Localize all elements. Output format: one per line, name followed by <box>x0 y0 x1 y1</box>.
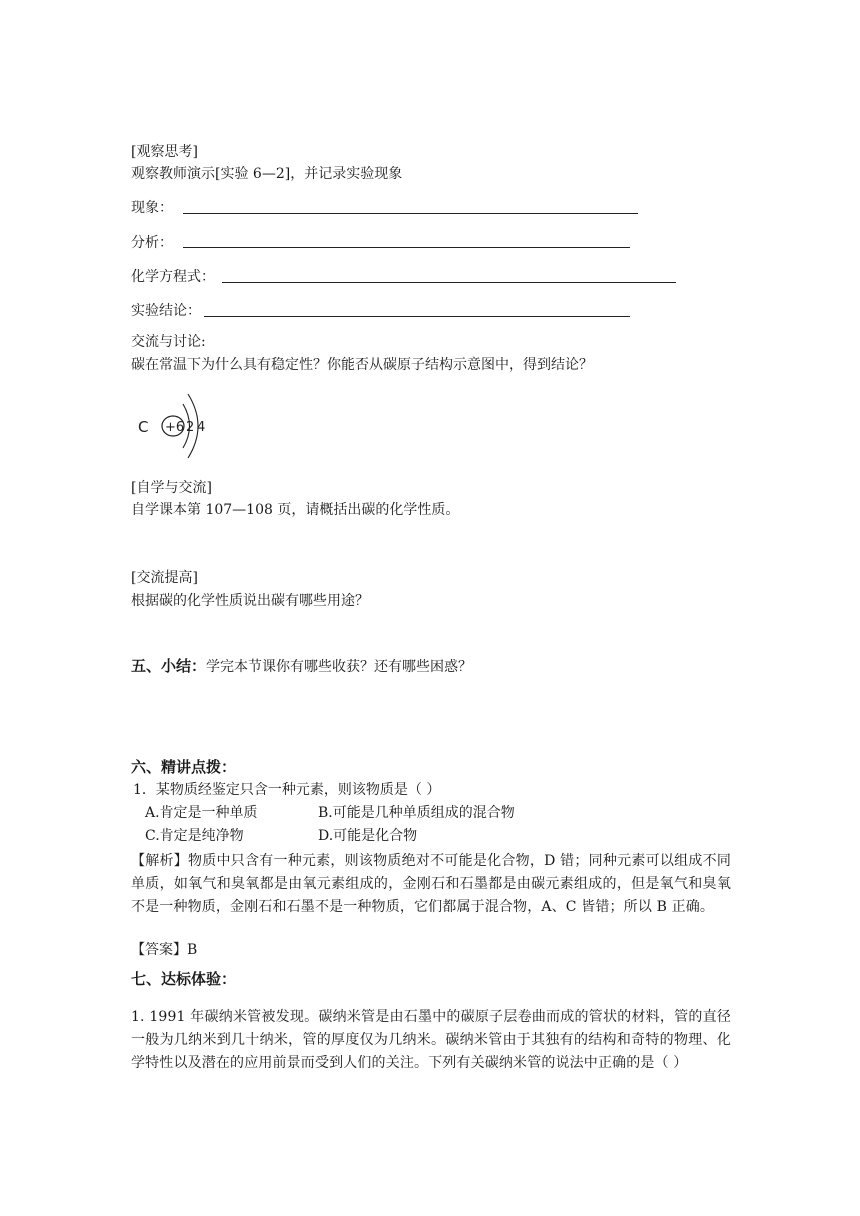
answer-tag: 【答案】 <box>131 942 187 958</box>
shell-2-electrons: 4 <box>197 420 206 435</box>
option-b: B.可能是几种单质组成的混合物 <box>318 805 515 821</box>
conclusion-label: 实验结论： <box>131 303 201 319</box>
section6-title: 六、精讲点拨： <box>131 758 237 776</box>
section7-question: 1. 1991 年碳纳米管被发现。碳纳米管是由石墨中的碳原子层卷曲而成的管状的材料，管的直径一般为几纳米到几十纳米，管的厚度仅为几纳米。碳纳米管由于其独有的结构和奇特的物理、化学特性以及潜在的应用前景而受到人们的关注。下列有关碳纳米管的说法中正确的是（ ） <box>131 1009 731 1071</box>
self-study-text: 自学课本第 107—108 页，请概括出碳的化学性质。 <box>131 502 460 518</box>
exchange-header: [交流提高] <box>131 570 198 586</box>
analysis-tag: 【解析】 <box>131 853 188 869</box>
analysis-label: 分析： <box>131 235 173 251</box>
phenomenon-label: 现象： <box>131 200 173 216</box>
conclusion-blank[interactable] <box>204 316 630 317</box>
discussion-label: 交流与讨论: <box>131 334 206 350</box>
observe-instruction: 观察教师演示[实验 6—2]，并记录实验现象 <box>131 166 403 182</box>
section5-title: 五、小结： <box>131 657 207 675</box>
equation-blank[interactable] <box>222 282 676 283</box>
equation-label: 化学方程式： <box>131 269 215 285</box>
analysis-paragraph <box>131 850 731 919</box>
atom-symbol: C <box>138 418 149 436</box>
section6-question: 1．某物质经鉴定只含一种元素，则该物质是（ ） <box>133 782 441 798</box>
nucleus-charge: +6 <box>165 420 185 435</box>
analysis-blank[interactable] <box>183 247 630 248</box>
self-study-header: [自学与交流] <box>131 480 212 496</box>
section5-heading <box>131 656 472 677</box>
answer-line <box>131 941 197 959</box>
carbon-atom-diagram <box>136 390 216 462</box>
option-a: A.肯定是一种单质 <box>145 805 258 821</box>
option-d: D.可能是化合物 <box>318 828 418 844</box>
discussion-question: 碳在常温下为什么具有稳定性？你能否从碳原子结构示意图中，得到结论？ <box>131 357 593 373</box>
analysis-text: 物质中只含有一种元素，则该物质绝对不可能是化合物，D 错；同种元素可以组成不同单质，如氧气和臭氧都是由氧元素组成的，金刚石和石墨都是由碳元素组成的，但是氧气和臭氧不是一种物质，金刚石和石墨不是一种物质，它们都属于混合物，A、C 皆错；所以 B 正确。 <box>131 853 731 915</box>
shell-1-electrons: 2 <box>186 420 195 435</box>
option-c: C.肯定是纯净物 <box>145 828 244 844</box>
observe-header: [观察思考] <box>131 144 198 160</box>
section5-text: 学完本节课你有哪些收获？还有哪些困惑？ <box>206 659 473 675</box>
phenomenon-blank[interactable] <box>183 213 638 214</box>
section7-title: 七、达标体验： <box>131 970 237 988</box>
answer-value: B <box>187 942 198 958</box>
exchange-text: 根据碳的化学性质说出碳有哪些用途？ <box>131 593 369 609</box>
